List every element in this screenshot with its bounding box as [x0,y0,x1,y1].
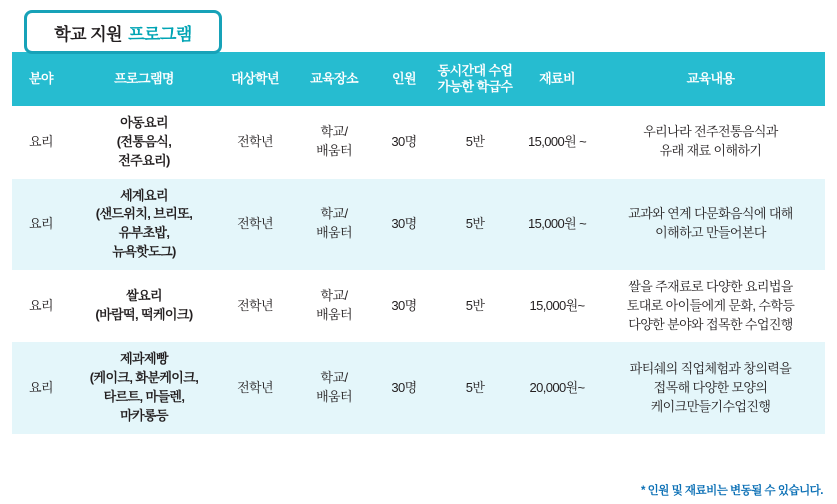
cell-program: 세계요리 (샌드위치, 브리또, 유부초밥, 뉴욕핫도그) [70,179,218,270]
cell-content: 우리나라 전주전통음식과 유래 재료 이해하기 [596,106,825,179]
page-title-primary: 학교 지원 [54,24,123,44]
table-row [12,342,825,433]
header-count: 인원 [376,52,432,106]
cell-fee: 15,000원 ~ [518,106,596,179]
cell-classes: 5반 [432,179,518,270]
cell-field: 요리 [12,179,70,270]
cell-program: 제과제빵 (케이크, 화분케이크, 타르트, 마들렌, 마카롱등 [70,342,218,433]
cell-grade: 전학년 [218,179,292,270]
page-title-badge [24,10,222,54]
table-row [12,179,825,270]
header-class-count-line1: 동시간대 수업 [437,63,513,79]
cell-program: 쌀요리 (바람떡, 떡케이크) [70,270,218,343]
header-content: 교육내용 [596,52,825,106]
header-program: 프로그램명 [70,52,218,106]
header-grade: 대상학년 [218,52,292,106]
cell-place: 학교/ 배움터 [292,342,376,433]
cell-place: 학교/ 배움터 [292,106,376,179]
cell-classes: 5반 [432,106,518,179]
cell-program: 아동요리 (전통음식, 전주요리) [70,106,218,179]
cell-field: 요리 [12,270,70,343]
cell-grade: 전학년 [218,106,292,179]
table-body [12,106,825,434]
cell-field: 요리 [12,342,70,433]
cell-classes: 5반 [432,342,518,433]
cell-count: 30명 [376,342,432,433]
cell-place: 학교/ 배움터 [292,270,376,343]
cell-classes: 5반 [432,270,518,343]
cell-fee: 20,000원~ [518,342,596,433]
cell-content: 파티쉐의 직업체험과 창의력을 접목해 다양한 모양의 케이크만들기수업진행 [596,342,825,433]
cell-count: 30명 [376,179,432,270]
table-row [12,270,825,343]
table-row [12,106,825,179]
header-class-count [432,52,518,106]
header-place: 교육장소 [292,52,376,106]
cell-place: 학교/ 배움터 [292,179,376,270]
page-title-accent: 프로그램 [128,24,192,44]
cell-fee: 15,000원~ [518,270,596,343]
cell-count: 30명 [376,106,432,179]
cell-field: 요리 [12,106,70,179]
footnote: * 인원 및 재료비는 변동될 수 있습니다. [641,485,823,497]
header-field: 분야 [12,52,70,106]
program-table [12,52,825,434]
cell-content: 교과와 연계 다문화음식에 대해 이해하고 만들어본다 [596,179,825,270]
cell-grade: 전학년 [218,270,292,343]
header-fee: 재료비 [518,52,596,106]
header-class-count-line2: 가능한 학급수 [437,79,513,94]
cell-count: 30명 [376,270,432,343]
cell-content: 쌀을 주재료로 다양한 요리법을 토대로 아이들에게 문화, 수학등 다양한 분야와 접목한 수업진행 [596,270,825,343]
cell-grade: 전학년 [218,342,292,433]
table-header-row [12,52,825,106]
cell-fee: 15,000원 ~ [518,179,596,270]
